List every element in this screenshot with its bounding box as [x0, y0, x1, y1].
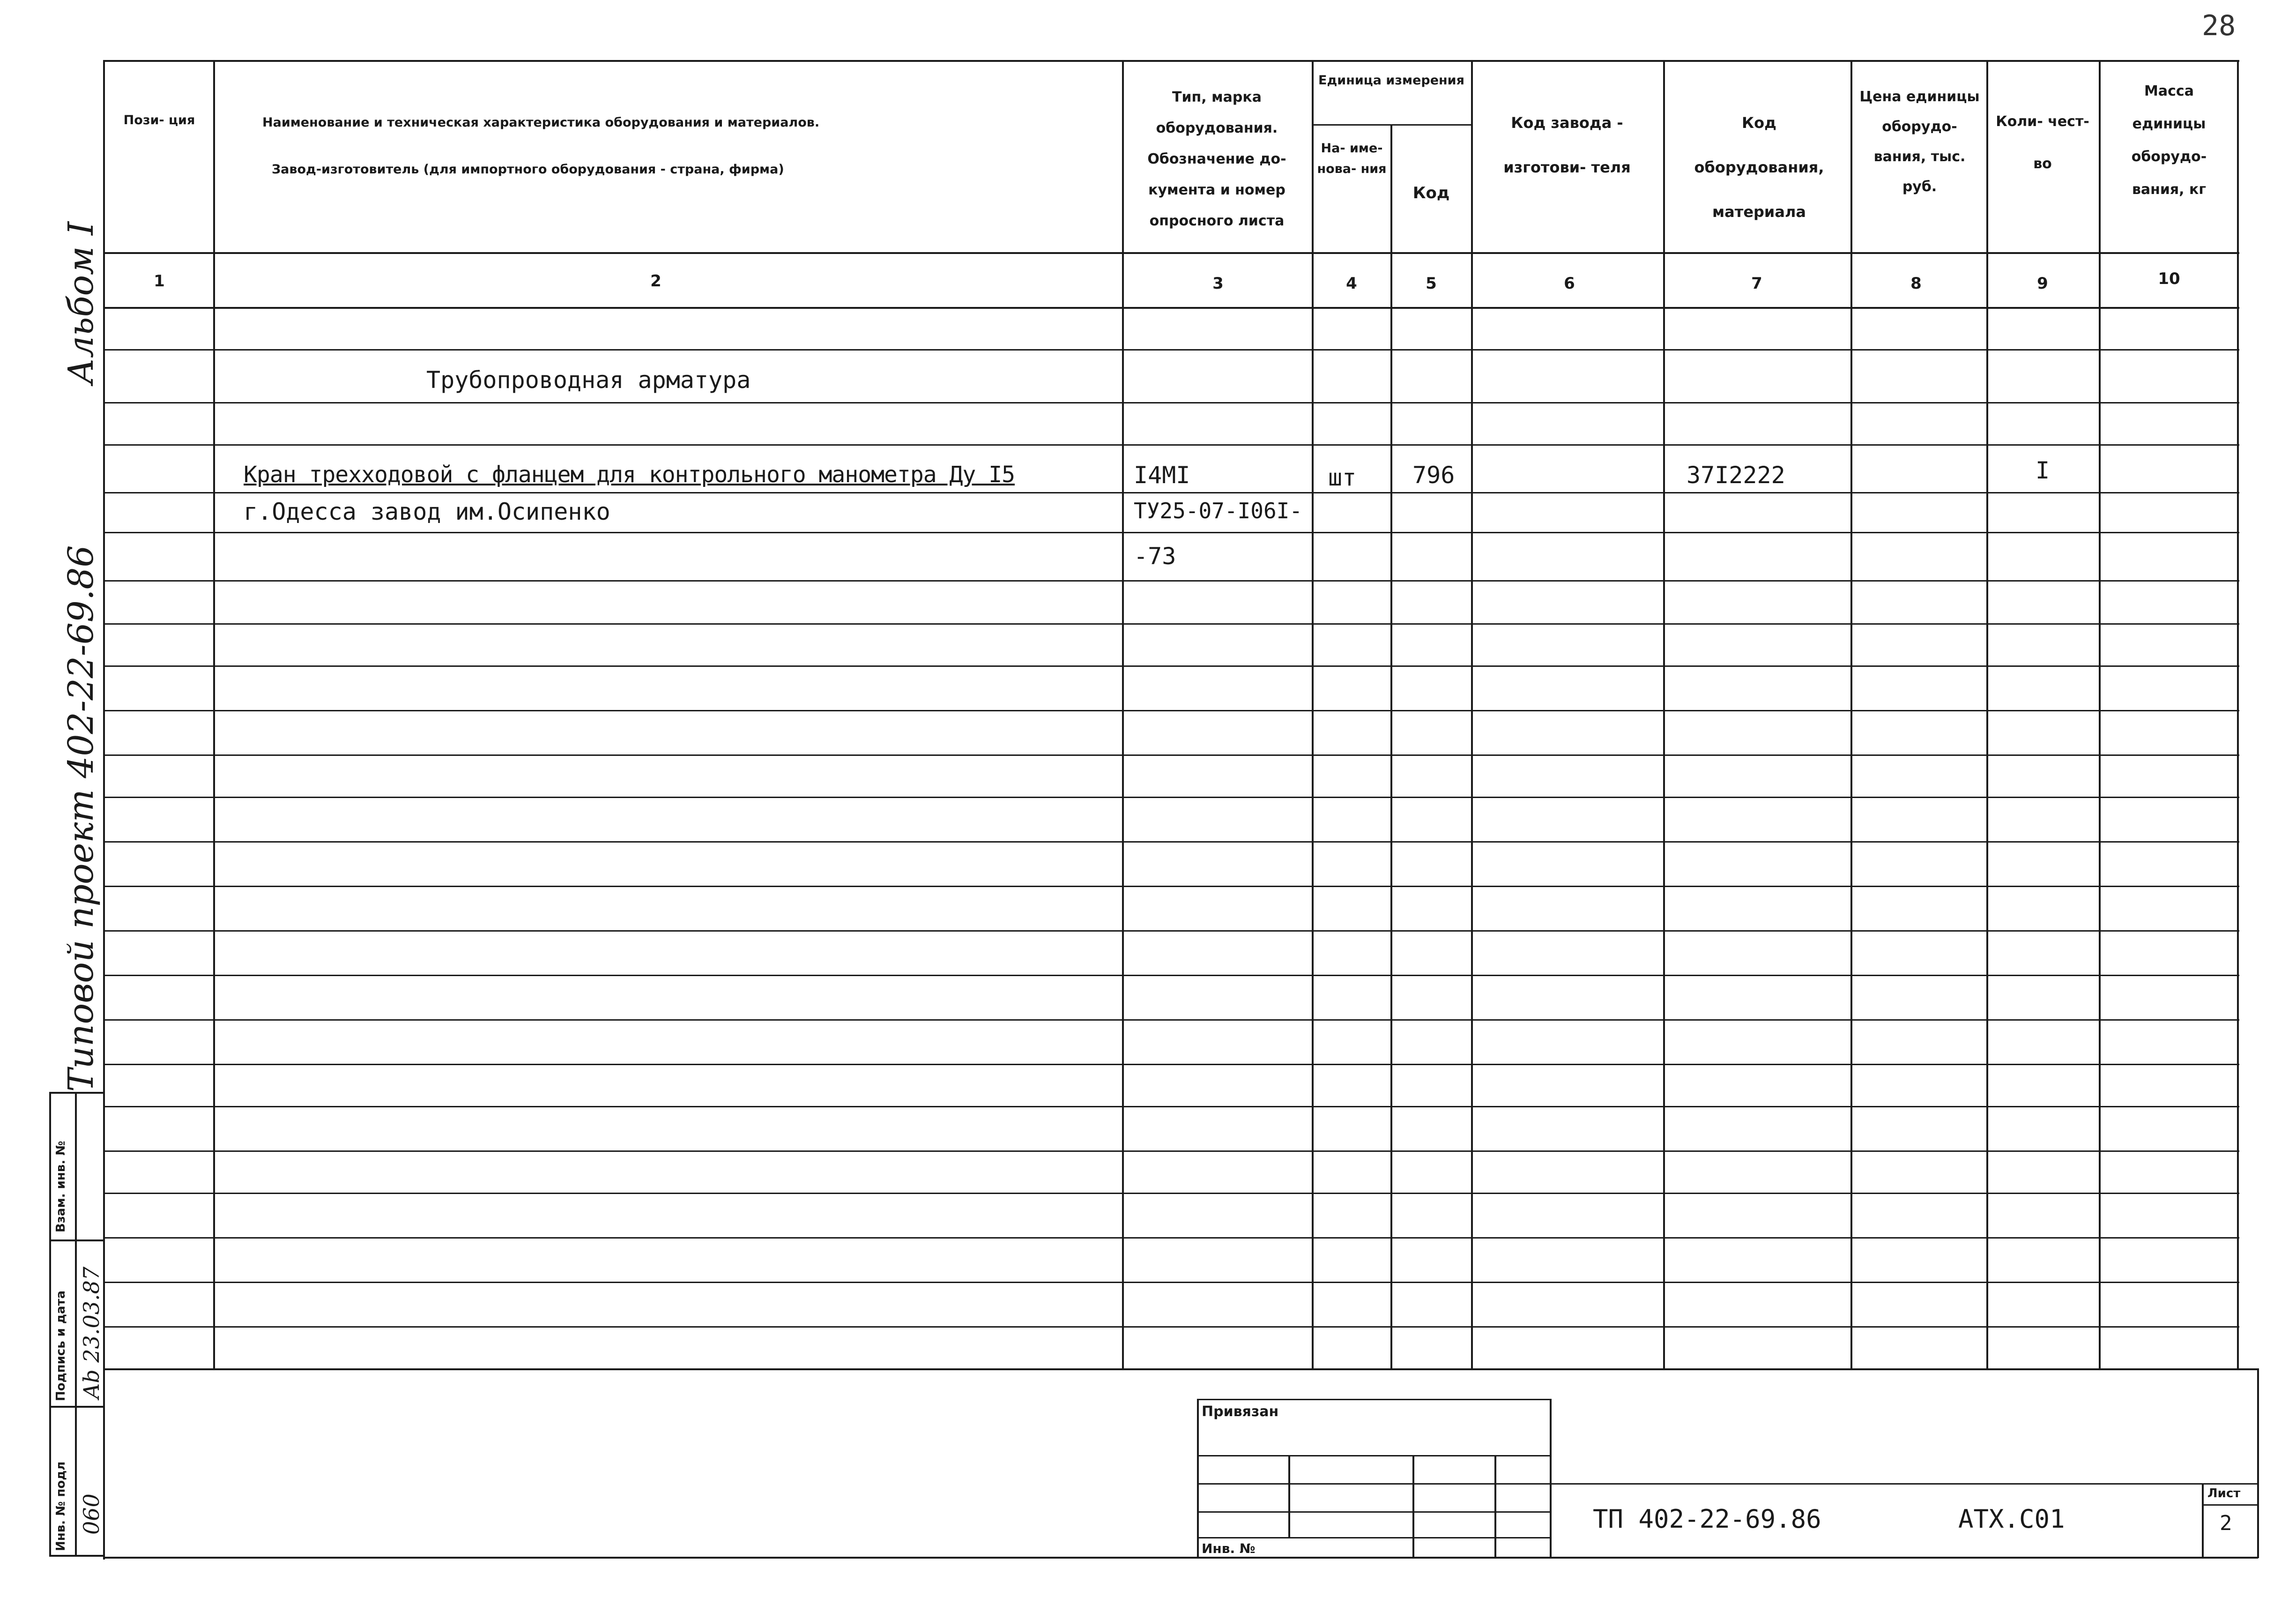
sheet-number: 2: [2220, 1511, 2232, 1535]
header-material-code: Код оборудования, материала: [1694, 114, 1824, 221]
project-label: Типовой проект 402-22-69.86: [61, 545, 101, 1092]
document-mark: АТХ.С01: [1958, 1504, 2065, 1534]
stamp-signature-value: Ab 23.03.87: [79, 1266, 104, 1399]
colnum-9: 9: [2037, 274, 2048, 293]
document-code: ТП 402-22-69.86: [1593, 1504, 1821, 1534]
privyazan-label: Привязан: [1202, 1403, 1279, 1420]
item-name-line2: г.Одесса завод им.Осипенко: [244, 498, 610, 525]
header-type: Тип, марка оборудования. Обозначение до- кумента и номер опросного листа: [1147, 89, 1286, 229]
item-name-line1: Кран трехходовой с фланцем для контрольного манометра Ду I5: [244, 462, 1015, 488]
stamp-replaced-label: Взам. инв. №: [54, 1141, 68, 1232]
stamp-signature-label: Подпись и дата: [54, 1290, 68, 1401]
colnum-10: 10: [2158, 269, 2180, 288]
header-factory-code: Код завода - изготови- теля: [1503, 114, 1631, 176]
stamp-inv-podl-value: 060: [79, 1493, 104, 1535]
colnum-4: 4: [1346, 274, 1357, 293]
item-type-line2: ТУ25-07-I06I-: [1134, 498, 1303, 523]
colnum-5: 5: [1426, 274, 1437, 293]
item-type-line3: -73: [1134, 543, 1176, 570]
header-position: Пози- ция: [123, 113, 195, 127]
header-name-line2: Завод-изготовитель (для импортного оборудования - страна, фирма): [272, 162, 784, 177]
album-label: Альбом I: [61, 221, 101, 384]
header-quantity: Коли- чест- во: [1996, 113, 2089, 172]
header-price: Цена единицы оборудо- вания, тыс. руб.: [1859, 89, 1980, 195]
header-unit: Единица измерения: [1318, 73, 1464, 88]
inv-no-label: Инв. №: [1202, 1541, 1256, 1556]
sheet-label: Лист: [2207, 1486, 2241, 1500]
item-unit-code: 796: [1412, 462, 1455, 489]
colnum-2: 2: [650, 272, 661, 291]
colnum-3: 3: [1212, 274, 1224, 293]
item-unit: шт: [1328, 464, 1357, 491]
page-number: 28: [2202, 9, 2236, 42]
item-quantity: I: [2036, 457, 2050, 484]
header-mass: Масса единицы оборудо- вания, кг: [2131, 83, 2207, 198]
header-unit-name: На- име- нова- ния: [1317, 141, 1387, 176]
colnum-7: 7: [1751, 274, 1762, 293]
colnum-8: 8: [1910, 274, 1922, 293]
colnum-6: 6: [1564, 274, 1575, 293]
stamp-inv-podl-label: Инв. № подл: [54, 1461, 68, 1551]
item-material-code: 37I2222: [1687, 462, 1785, 489]
item-type-line1: I4MI: [1134, 462, 1190, 489]
section-title: Трубопроводная арматура: [426, 366, 751, 394]
header-unit-code: Код: [1412, 184, 1450, 202]
colnum-1: 1: [154, 272, 165, 291]
header-name-line1: Наименование и техническая характеристика оборудования и материалов.: [262, 115, 820, 130]
